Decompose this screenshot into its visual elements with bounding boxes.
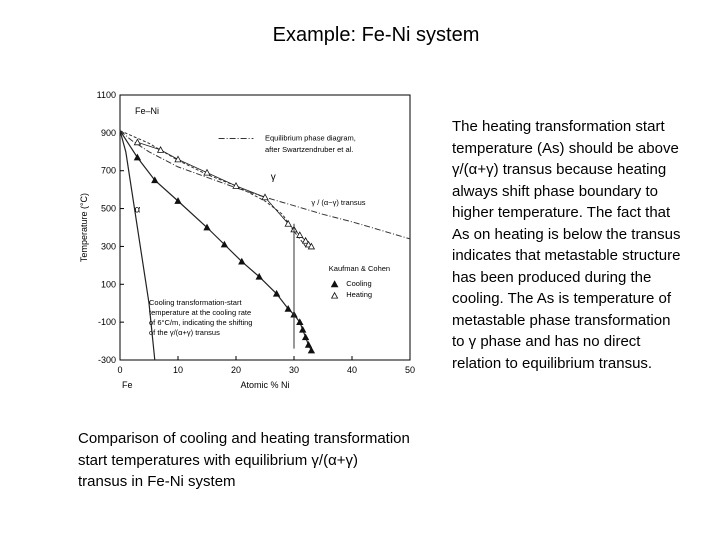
y-tick-label: 300 [100,241,116,252]
explanation-line: relation to equilibrium transus. [452,354,653,372]
cooling-legend: Cooling [346,278,372,288]
system-label: Fe–Ni [135,106,160,116]
explanation-line: always shift phase boundary to [452,182,658,200]
x-tick-label: 10 [172,365,184,375]
explanation-line: to γ phase and has no direct [452,333,641,350]
caption-line: Comparison of cooling and heating transformation [78,430,410,447]
transus-label: γ / (α−γ) transus [311,197,366,207]
y-tick-label: 900 [100,127,116,138]
explanation-line: γ/(α+γ) transus because heating [452,161,667,178]
explanation-text [452,116,714,374]
fe-ni-chart [75,82,445,402]
explanation-line: temperature (As) should be above [452,139,679,157]
y-tick-label: 500 [100,203,116,214]
y-tick-label: -100 [97,317,116,328]
annotation-line: of 6°C/m, indicating the shifting [149,318,253,328]
caption-line: transus in Fe-Ni system [78,473,236,490]
y-tick-label: 100 [100,279,116,290]
annotation-line: temperature at the cooling rate [149,308,252,318]
x-tick-label: 50 [404,365,416,375]
x-tick-label: 30 [288,365,300,375]
explanation-line: has been produced during the [452,268,652,286]
chart-svg [75,82,445,402]
equilibrium-legend-line1: Equilibrium phase diagram, [265,133,356,143]
annotation-line: of the γ/(α+γ) transus [149,328,220,338]
caption-line: start temperatures with equilibrium γ/(α+γ) [78,451,359,469]
explanation-line: The heating transformation start [452,118,665,135]
equilibrium-legend-line2: after Swartzendruber et al. [265,144,354,154]
y-tick-label: -300 [97,355,116,365]
alpha-label: α [134,204,141,216]
explanation-line: indicates that metastable structure [452,247,681,264]
annotation-line: Cooling transformation-start [149,298,242,308]
x-tick-label: 20 [230,365,242,375]
gamma-label: γ [270,172,276,184]
y-tick-label: 1100 [96,90,116,100]
y-axis-label: Temperature (°C) [79,192,89,263]
explanation-line: metastable phase transformation [452,311,671,329]
x-origin-label: Fe [122,380,133,390]
figure-caption [78,428,458,493]
x-axis-label: Atomic % Ni [240,380,290,390]
explanation-line: As on heating is below the transus [452,225,681,243]
heating-legend: Heating [346,290,373,300]
y-tick-label: 700 [100,165,116,176]
x-tick-label: 0 [117,365,123,375]
source-legend: Kaufman & Cohen [328,264,391,274]
explanation-line: higher temperature. The fact that [452,204,671,221]
slide-title: Example: Fe-Ni system [272,24,480,46]
explanation-line: cooling. The As is temperature of [452,290,672,307]
x-tick-label: 40 [346,365,358,375]
